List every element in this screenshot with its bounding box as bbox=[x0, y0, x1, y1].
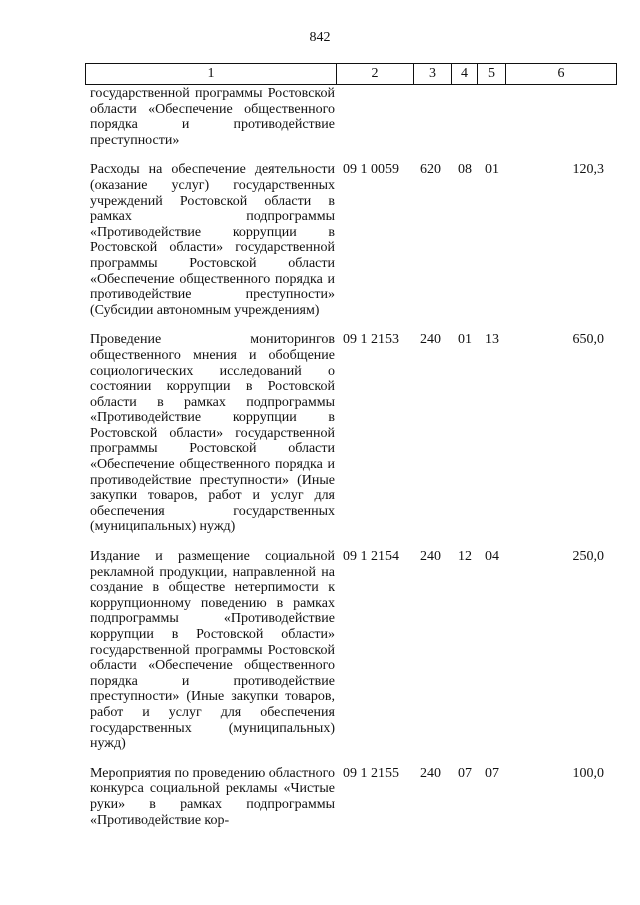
row-amount: 120,3 bbox=[572, 162, 604, 178]
row-expense-type: 240 bbox=[420, 765, 441, 781]
row-subsection: 07 bbox=[485, 765, 499, 781]
row-section: 01 bbox=[458, 332, 472, 348]
table-row bbox=[85, 162, 613, 318]
row-subsection: 01 bbox=[485, 162, 499, 178]
row-target-code: 09 1 0059 bbox=[343, 162, 399, 178]
row-section: 12 bbox=[458, 549, 472, 565]
column-header-4: 4 bbox=[452, 64, 478, 85]
table-row bbox=[85, 549, 613, 752]
table-row bbox=[85, 332, 613, 535]
table-row bbox=[85, 86, 613, 148]
row-subsection: 13 bbox=[485, 332, 499, 348]
row-amount: 250,0 bbox=[572, 549, 604, 565]
budget-table-body bbox=[85, 86, 613, 828]
row-section: 08 bbox=[458, 162, 472, 178]
column-header-2: 2 bbox=[337, 64, 414, 85]
row-description: Расходы на обеспечение деятельности (оказание услуг) государственных учреждений Ростовской области в рамках подпрограммы «Противодействие коррупции в Ростовской области» государственной программы Ростовской области «Обеспечение общественного порядка и противодействие преступности» (Субсидии автономным учреждениям) bbox=[90, 162, 335, 318]
row-target-code: 09 1 2154 bbox=[343, 549, 399, 565]
row-section: 07 bbox=[458, 765, 472, 781]
row-expense-type: 620 bbox=[420, 162, 441, 178]
row-amount: 650,0 bbox=[572, 332, 604, 348]
row-subsection: 04 bbox=[485, 549, 499, 565]
row-description: Проведение мониторингов общественного мнения и обобщение социологических исследований о состоянии коррупции в Ростовской области в рамках подпрограммы «Противодействие коррупции в Ростовской области» государственной программы Ростовской области «Обеспечение общественного порядка и противодействие преступности» (Иные закупки товаров, работ и услуг для обеспечения государственных (муниципальных) нужд) bbox=[90, 332, 335, 535]
row-target-code: 09 1 2153 bbox=[343, 332, 399, 348]
column-header-1: 1 bbox=[86, 64, 337, 85]
row-expense-type: 240 bbox=[420, 549, 441, 565]
row-description: Издание и размещение социальной рекламной продукции, направленной на создание в обществе нетерпимости к коррупционному поведению в рамках подпрограммы «Противодействие коррупции в Ростовской области» государственной программы Ростовской области «Обеспечение общественного порядка и противодействие преступности» (Иные закупки товаров, работ и услуг для обеспечения государственных (муниципальных) нужд) bbox=[90, 549, 335, 752]
column-header-table bbox=[85, 63, 617, 85]
row-description: государственной программы Ростовской области «Обеспечение общественного порядка и противодействие преступности» bbox=[90, 86, 335, 148]
column-header-row bbox=[86, 64, 617, 85]
row-target-code: 09 1 2155 bbox=[343, 765, 399, 781]
column-header-6: 6 bbox=[506, 64, 617, 85]
row-description: Мероприятия по проведению областного конкурса социальной рекламы «Чистые руки» в рамках подпрограммы «Противодействие кор- bbox=[90, 765, 335, 828]
row-expense-type: 240 bbox=[420, 332, 441, 348]
page-number: 842 bbox=[309, 30, 331, 45]
row-amount: 100,0 bbox=[572, 765, 604, 781]
table-row bbox=[85, 766, 613, 828]
column-header-5: 5 bbox=[478, 64, 506, 85]
column-header-3: 3 bbox=[414, 64, 452, 85]
